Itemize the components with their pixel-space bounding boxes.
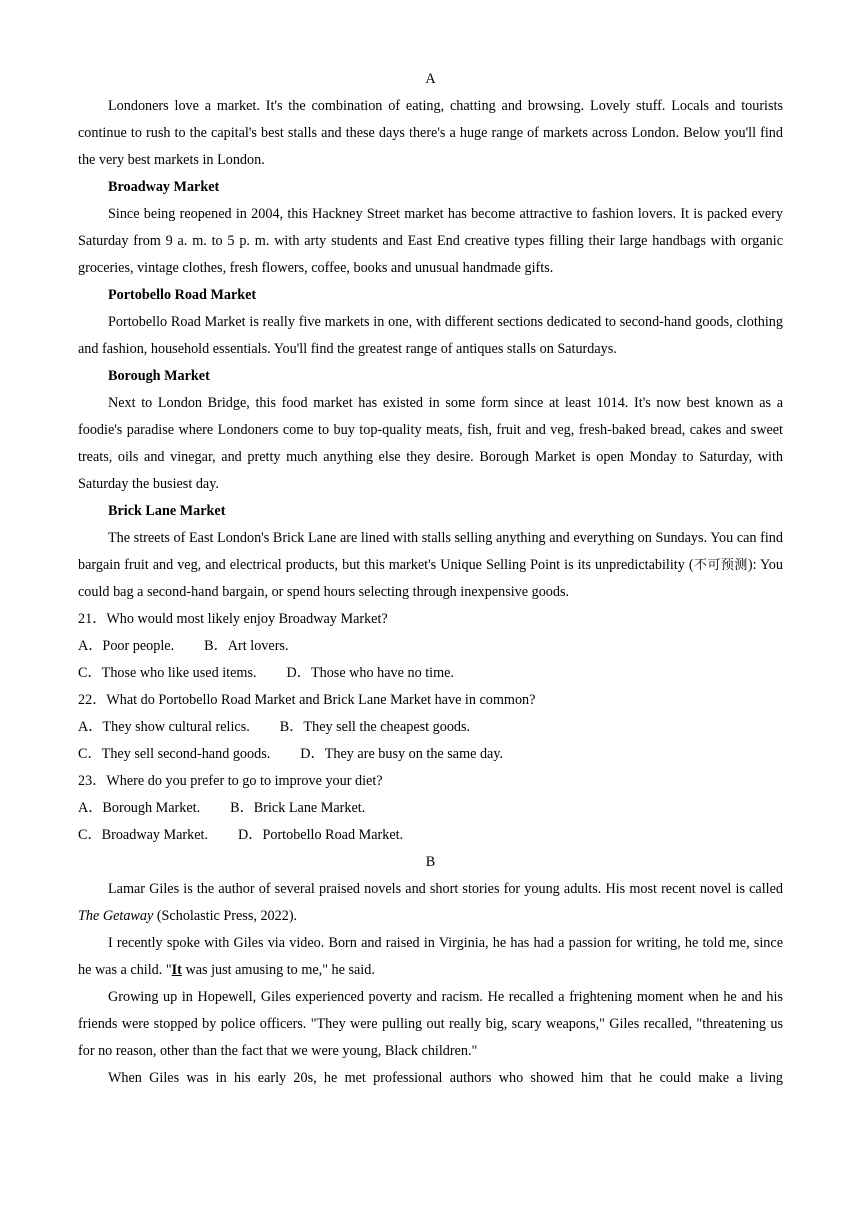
question-23-options-row-1 [78,795,783,822]
question-23 [78,768,783,795]
market-text-borough: Next to London Bridge, this food market has existed in some form since at least 1014. It's now best known as a foodie's paradise where Londoners come to buy top-quality meats, fish, fruit and veg, fresh-baked bread, cakes and sweet treats, oils and vinegar, and pretty much anything else they desire. Borough Market is open Monday to Saturday, with Saturday the busiest day. [78,395,783,492]
question-stem: Who would most likely enjoy Broadway Market? [106,611,388,627]
option-b[interactable]: B．Brick Lane Market. [230,800,366,816]
option-b[interactable]: B．Art lovers. [204,638,289,654]
option-d[interactable]: D．Portobello Road Market. [238,827,404,843]
b-paragraph-3: Growing up in Hopewell, Giles experienced poverty and racism. He recalled a frightening moment when he and his friends were stopped by police officers. "They were pulling out really big, scary weapons," Giles recalled, "threatening us for no reason, other than the fact that we were young, Black children." [78,989,783,1059]
section-a-label: A [425,71,436,87]
question-21-options-row-1 [78,633,783,660]
option-d[interactable]: D．Those who have no time. [286,665,454,681]
book-title: The Getaway [78,908,154,924]
brick-lane-text-1: The streets of East London's Brick Lane are lined with stalls selling anything and everything on Sundays. You can find bargain fruit and veg, and electrical products, but this market's Unique Selling Point is its unpredictability ( [78,530,783,573]
question-number: 21． [78,611,107,627]
option-a[interactable]: A．Borough Market. [78,800,201,816]
option-c[interactable]: C．They sell second-hand goods. [78,746,271,762]
market-text-broadway: Since being reopened in 2004, this Hackney Street market has become attractive to fashion lovers. It is packed every Saturday from 9 a. m. to 5 p. m. with arty students and East End creative types filling their large handbags with organic groceries, vintage clothes, fresh flowers, coffee, books and unusual handmade gifts. [78,206,783,276]
option-c[interactable]: C．Broadway Market. [78,827,209,843]
question-23-options-row-2 [78,822,783,849]
market-text-brick-lane [78,525,783,606]
question-stem: Where do you prefer to go to improve your diet? [106,773,383,789]
market-heading-portobello: Portobello Road Market [108,287,257,303]
b-paragraph-1 [78,876,783,930]
page-content [78,66,783,1092]
question-22 [78,687,783,714]
brick-lane-text-2: ): You could bag a second-hand bargain, or spend hours selecting through inexpensive goods. [78,557,783,600]
b-p1-text-1: Lamar Giles is the author of several praised novels and short stories for young adults. His most recent novel is called [108,881,783,897]
option-d[interactable]: D．They are busy on the same day. [300,746,504,762]
market-heading-brick-lane: Brick Lane Market [108,503,226,519]
market-text-portobello: Portobello Road Market is really five markets in one, with different sections dedicated to second-hand goods, clothing and fashion, household essentials. You'll find the greatest range of antiques stalls on Saturdays. [78,314,783,357]
question-21 [78,606,783,633]
b-paragraph-4: When Giles was in his early 20s, he met professional authors who showed him that he could make a living [108,1070,783,1086]
question-22-options-row-1 [78,714,783,741]
option-a[interactable]: A．They show cultural relics. [78,719,250,735]
chinese-gloss: 不可预测 [693,558,748,573]
b-p1-text-2: (Scholastic Press, 2022). [153,908,298,924]
b-p2-text-2: was just amusing to me," he said. [181,962,375,978]
question-21-options-row-2 [78,660,783,687]
intro-paragraph: Londoners love a market. It's the combination of eating, chatting and browsing. Lovely stuff. Locals and tourists continue to rush to the capital's best stalls and these days there's a huge range of markets across London. Below you'll find the very best markets in London. [78,98,783,168]
section-b-label: B [425,854,436,870]
question-22-options-row-2 [78,741,783,768]
option-c[interactable]: C．Those who like used items. [78,665,257,681]
market-heading-broadway: Broadway Market [108,179,220,195]
underlined-word-it: It [171,962,182,978]
b-p2-text-1: I recently spoke with Giles via video. Born and raised in Virginia, he has had a passion for writing, he told me, since he was a child. " [78,935,783,978]
question-number: 22． [78,692,107,708]
b-paragraph-2 [78,930,783,984]
question-stem: What do Portobello Road Market and Brick Lane Market have in common? [106,692,536,708]
market-heading-borough: Borough Market [108,368,210,384]
question-number: 23． [78,773,107,789]
option-b[interactable]: B．They sell the cheapest goods. [279,719,471,735]
option-a[interactable]: A．Poor people. [78,638,175,654]
